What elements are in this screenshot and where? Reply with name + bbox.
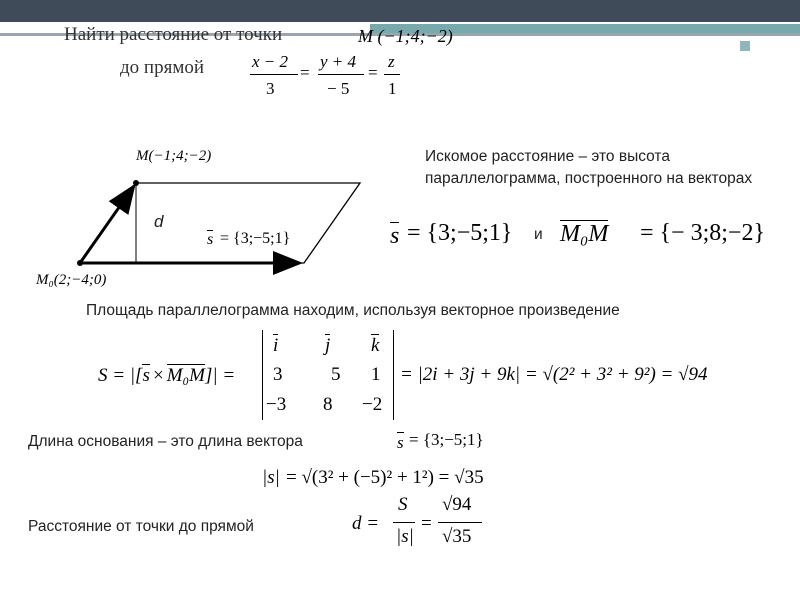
figure-s-symbol: s — [207, 231, 214, 248]
det-r1c2: j — [325, 335, 331, 356]
desc-s-symbol: s — [390, 223, 400, 249]
title-line2: до прямой — [120, 57, 205, 78]
line-eq-bar3 — [384, 74, 400, 75]
point-m0-dot — [77, 260, 83, 266]
base-length-lhs: |s| — [262, 467, 280, 488]
figure-s-value: = {3;−5;1} — [220, 230, 291, 247]
title-point: M (−1;4;−2) — [358, 26, 453, 46]
parallelogram-outline — [80, 183, 360, 263]
base-text: Длина основания – это длина вектора — [28, 433, 303, 450]
height-label: d — [154, 212, 164, 231]
line-eq-equals2: = — [368, 63, 378, 82]
line-eq-den1: 3 — [266, 79, 275, 98]
desc-s-value: = {3;−5;1} — [407, 220, 513, 246]
area-lhs-open: S = |[ — [98, 365, 143, 386]
point-m-label: M(−1;4;−2) — [136, 148, 212, 164]
point-m-dot — [133, 180, 139, 186]
det-r2c1: 3 — [273, 364, 283, 385]
line-eq-den3: 1 — [388, 79, 397, 98]
area-lhs — [98, 364, 235, 387]
area-text: Площадь параллелограмма находим, используя векторное произведение — [86, 302, 620, 319]
area-lhs-s: s — [142, 365, 150, 386]
header-bar-dark — [0, 0, 800, 22]
determinant-left-bar — [262, 330, 263, 420]
distance-s-abs: |s| — [396, 526, 414, 547]
base-s-symbol: s — [397, 433, 404, 452]
det-r3c1: −3 — [266, 394, 287, 415]
distance-den: √35 — [442, 526, 472, 547]
det-r2c3: 1 — [371, 364, 381, 385]
vector-m0m-arrow — [80, 186, 134, 263]
line-eq-equals1: = — [300, 63, 310, 82]
line-eq-num3: z — [388, 52, 395, 71]
base-s-label — [397, 432, 404, 453]
desc-s-label — [390, 222, 399, 250]
base-length-rhs: = √(3² + (−5)² + 1²) = √35 — [286, 467, 484, 488]
figure-s-label — [207, 230, 213, 249]
desc-conjunction: и — [534, 226, 543, 243]
header-square — [740, 41, 750, 51]
distance-bar1 — [393, 522, 415, 523]
area-result: = |2i + 3j + 9k| = √(2² + 3² + 9²) = √94 — [400, 364, 708, 385]
distance-bar2 — [438, 522, 482, 523]
area-lhs-m0m: M₀M — [166, 365, 205, 386]
line-eq-num1: x − 2 — [252, 52, 289, 71]
title-line1: Найти расстояние от точки — [64, 24, 283, 45]
base-s-value: = {3;−5;1} — [409, 430, 484, 449]
desc-m0m-label — [560, 220, 608, 248]
det-r2c2: 5 — [331, 364, 341, 385]
determinant-right-bar — [393, 330, 394, 420]
line-eq-bar1 — [250, 74, 298, 75]
distance-d: d = — [352, 513, 380, 534]
distance-equals: = — [421, 513, 432, 534]
desc-text: Искомое расстояние – это высота параллелограмма, построенного на векторах — [425, 148, 753, 187]
det-r1c1: i — [273, 335, 279, 356]
area-lhs-cross: × — [151, 365, 165, 386]
desc-m0m-symbol: M₀M — [560, 221, 609, 247]
distance-text: Расстояние от точки до прямой — [28, 518, 254, 535]
distance-num: √94 — [442, 494, 472, 515]
det-r1c3: k — [371, 335, 380, 356]
line-eq-den2: − 5 — [327, 79, 350, 98]
line-eq-num2: y + 4 — [320, 52, 357, 71]
desc-m0m-value: = {− 3;8;−2} — [640, 220, 765, 246]
line-eq-bar2 — [318, 74, 364, 75]
det-r3c2: 8 — [323, 394, 333, 415]
point-m0-label: M₀(2;−4;0) — [36, 272, 107, 288]
distance-S: S — [398, 494, 408, 515]
area-lhs-close: ]| = — [204, 365, 236, 386]
parallelogram-figure — [60, 170, 380, 280]
det-r3c3: −2 — [362, 394, 383, 415]
